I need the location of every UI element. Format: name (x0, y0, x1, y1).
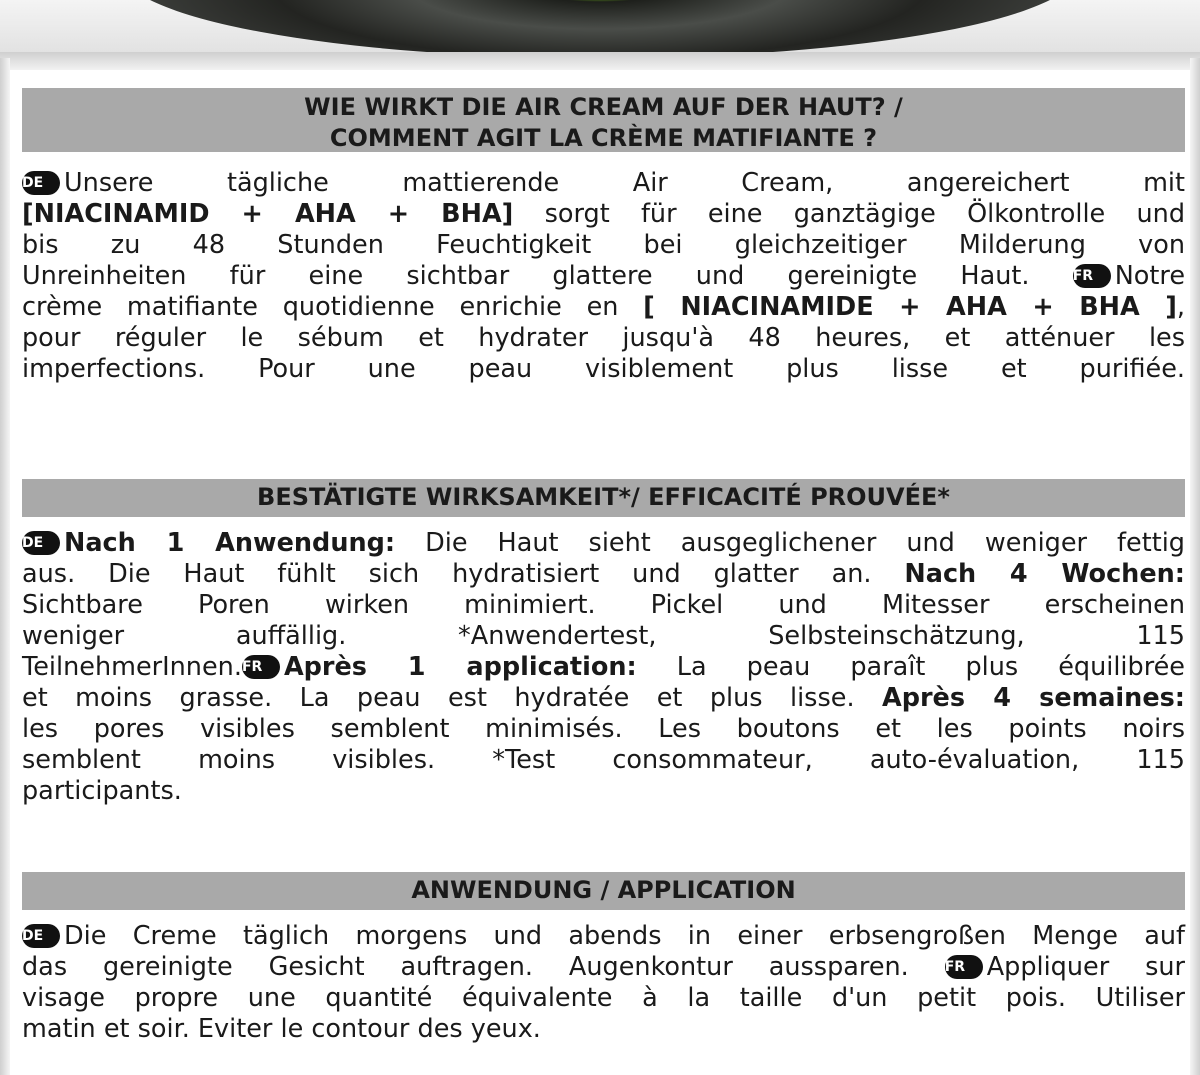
text-span: sorgt für eine ganztägige Ölkontrolle und (513, 199, 1186, 229)
text-line (22, 199, 1185, 230)
text-line (22, 261, 1185, 292)
text-line (22, 528, 1185, 559)
text-line (22, 168, 1185, 199)
text-line (22, 683, 1185, 714)
text-line: pour réguler le sébum et hydrater jusqu'à 48 heures, et atténuer les (22, 323, 1185, 353)
text-bold: Nach 1 Anwendung: (64, 528, 396, 558)
text-line: matin et soir. Eviter le contour des yeux. (22, 1014, 541, 1044)
text-line: Sichtbare Poren wirken minimiert. Pickel und Mitesser erscheinen (22, 590, 1185, 620)
de-badge: DE (22, 531, 60, 555)
text-span: TeilnehmerInnen. (22, 652, 242, 682)
text-line: imperfections. Pour une peau visiblement plus lisse et purifiée. (22, 354, 1185, 384)
fr-badge: FR (945, 955, 983, 979)
jar-lid-ring (120, 0, 1080, 58)
text-line: semblent moins visibles. *Test consommateur, auto-évaluation, 115 (22, 745, 1185, 775)
section-heading-application: ANWENDUNG / APPLICATION (22, 872, 1185, 910)
text-bold: [ NIACINAMIDE + AHA + BHA ] (643, 292, 1177, 322)
text-span: Die Haut sieht ausgeglichener und weniger fettig (395, 528, 1185, 558)
box-edge-right (1190, 58, 1200, 1075)
text-line: visage propre une quantité équivalente à la taille d'un petit pois. Utiliser (22, 983, 1185, 1013)
text-line (22, 652, 1185, 683)
text-bold: [NIACINAMID + AHA + BHA] (22, 199, 514, 229)
text-span: das gereinigte Gesicht auftragen. Augenkontur aussparen. (22, 952, 909, 982)
heading-line: WIE WIRKT DIE AIR CREAM AUF DER HAUT? / (304, 93, 903, 121)
text-bold: Nach 4 Wochen: (904, 559, 1185, 589)
text-line: participants. (22, 776, 182, 806)
text-line (22, 559, 1185, 590)
text-span: aus. Die Haut fühlt sich hydratisiert und glatter an. (22, 559, 905, 589)
section-text-effect (22, 168, 1185, 385)
text-span: Unreinheiten für eine sichtbar glattere und gereinigte Haut. (22, 261, 1030, 291)
jar-lid (0, 0, 1200, 70)
de-badge: DE (22, 171, 60, 195)
section-heading-effect (22, 88, 1185, 152)
text-line (22, 292, 1185, 323)
text-line (22, 921, 1185, 952)
section-text-efficacy (22, 528, 1185, 807)
section-heading-efficacy: BESTÄTIGTE WIRKSAMKEIT*/ EFFICACITÉ PROUVÉE* (22, 479, 1185, 517)
text-bold: Après 4 semaines: (881, 683, 1185, 713)
text-span: Die Creme täglich morgens und abends in einer erbsengroßen Menge auf (64, 921, 1185, 951)
text-span: et moins grasse. La peau est hydratée et plus lisse. (22, 683, 882, 713)
text-line (22, 952, 1185, 983)
text-bold: Après 1 application: (283, 652, 637, 682)
section-text-application (22, 921, 1185, 1045)
fr-badge: FR (1073, 264, 1111, 288)
text-line: bis zu 48 Stunden Feuchtigkeit bei gleichzeitiger Milderung von (22, 230, 1185, 260)
text-line: les pores visibles semblent minimisés. Les boutons et les points noirs (22, 714, 1185, 744)
box-edge-left (0, 58, 10, 1075)
text-span: La peau paraît plus équilibrée (636, 652, 1185, 682)
text-span: , (1176, 292, 1185, 322)
fr-badge: FR (242, 655, 280, 679)
jar-lid-edge (0, 52, 1200, 70)
de-badge: DE (22, 924, 60, 948)
text-span: Notre (1114, 261, 1186, 291)
text-span: crème matifiante quotidienne enrichie en (22, 292, 644, 322)
heading-line: COMMENT AGIT LA CRÈME MATIFIANTE ? (329, 124, 878, 152)
text-span: Unsere tägliche mattierende Air Cream, angereichert mit (64, 168, 1185, 198)
text-span: Appliquer sur (986, 952, 1186, 982)
text-line: weniger auffällig. *Anwendertest, Selbsteinschätzung, 115 (22, 621, 1185, 651)
